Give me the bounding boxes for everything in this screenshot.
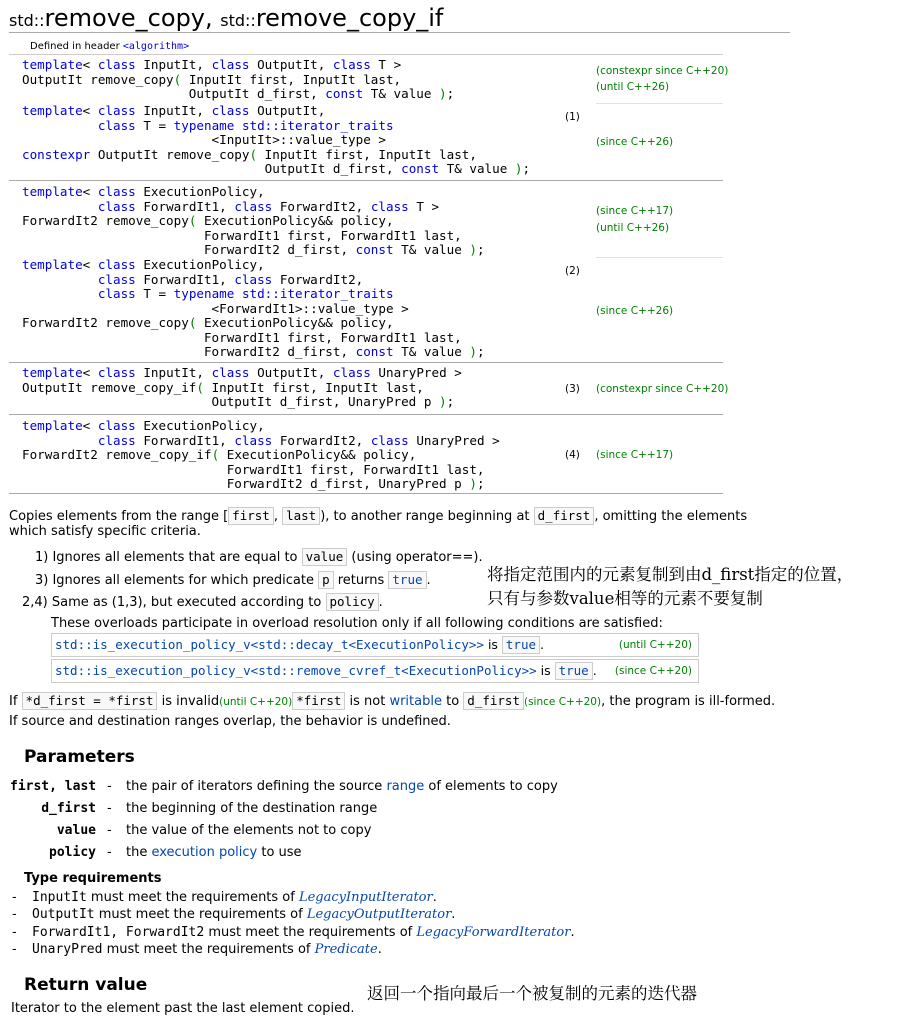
intro-line2: which satisfy specific criteria. [9, 524, 201, 539]
requirement-item: - InputIt must meet the requirements of LegacyInputIterator. [12, 890, 437, 905]
parameters-heading: Parameters [24, 747, 135, 767]
param-desc: the execution policy to use [126, 845, 302, 860]
execution-policy-link[interactable]: execution policy [151, 845, 258, 860]
overload-number: (2) [565, 265, 580, 277]
description-item-2-4: 2,4) Same as (1,3), but executed according to policy . [22, 594, 383, 610]
param-name: policy [49, 845, 96, 860]
requirement-link[interactable]: Predicate [314, 942, 378, 957]
annotation-cn-1a: 将指定范围内的元素复制到由d_first指定的位置， [487, 565, 854, 584]
overload-number: (3) [565, 383, 580, 395]
requirement-item: - OutputIt must meet the requirements of LegacyOutputIterator. [12, 907, 456, 922]
version-tag: (since C++17) [596, 205, 674, 217]
ill-formed-rule: If *d_first = *first is invalid(until C++20) *first is not writable to d_first (since C++20), the program is ill-formed. [9, 693, 776, 709]
divider [9, 362, 723, 363]
header-link[interactable]: <algorithm> [122, 41, 190, 52]
title-divider [9, 32, 790, 33]
description-item-3: 3) Ignores all elements for which predicate p returns true . [35, 572, 431, 588]
condition-box-1: std::is_execution_policy_v<std::decay_t<ExecutionPolicy>> is true . (until C++20) [51, 633, 699, 657]
param-desc: the pair of iterators defining the source range of elements to copy [126, 779, 558, 794]
type-requirements-heading: Type requirements [24, 871, 162, 886]
param-name: d_first [41, 801, 96, 816]
version-tag: (constexpr since C++20) [596, 383, 729, 395]
overlap-note: If source and destination ranges overlap, the behavior is undefined. [9, 714, 451, 729]
signature-2a: template< class ExecutionPolicy, class ForwardIt1, class ForwardIt2, class T > ForwardIt2 remove_copy( ExecutionPolicy&& policy, ForwardIt1 first, ForwardIt1 last, ForwardIt2 d_first, const T& value ); [22, 184, 485, 257]
requirement-item: - ForwardIt1, ForwardIt2 must meet the requirements of LegacyForwardIterator. [12, 925, 575, 940]
overload-number: (4) [565, 449, 580, 461]
param-name: value [56, 823, 96, 838]
signature-1b: template< class InputIt, class OutputIt, class T = typename std::iterator_traits <InputIt>::value_type > constexpr OutputIt remove_copy( InputIt first, InputIt last, OutputIt d_first, const T& value ); [22, 103, 531, 176]
signature-2b: template< class ExecutionPolicy, class ForwardIt1, class ForwardIt2, class T = typename std::iterator_traits <ForwardIt1>::value_type > ForwardIt2 remove_copy( ExecutionPolicy&& policy, ForwardIt1 first, ForwardIt1 last, ForwardIt2 d_first, const T& value ); [22, 257, 485, 359]
range-link[interactable]: range [386, 779, 425, 794]
param-desc: the value of the elements not to copy [126, 823, 372, 838]
param-name: first, last [10, 779, 97, 794]
annotation-cn-2: 返回一个指向最后一个被复制的元素的迭代器 [367, 984, 697, 1003]
version-tag: (constexpr since C++20) [596, 65, 729, 77]
version-tag: (since C++26) [596, 136, 674, 148]
annotation-cn-1b: 只有与参数value相等的元素不要复制 [487, 589, 763, 608]
overload-note: These overloads participate in overload resolution only if all following conditions are satisfied: [51, 616, 663, 631]
requirement-link[interactable]: LegacyInputIterator [298, 890, 433, 905]
writable-link[interactable]: writable [389, 694, 442, 709]
divider [9, 180, 723, 181]
requirement-link[interactable]: LegacyForwardIterator [416, 925, 571, 940]
return-value-heading: Return value [24, 975, 148, 995]
intro-line1: Copies elements from the range [ first , last ), to another range beginning at d_first , omitting the elements [9, 508, 748, 524]
header-declaration: Defined in header <algorithm> [30, 41, 190, 52]
signature-1a: template< class InputIt, class OutputIt, class T > OutputIt remove_copy( InputIt first, InputIt last, OutputIt d_first, const T& value ); [22, 57, 455, 101]
version-tag: (since C++26) [596, 305, 674, 317]
version-tag: (until C++26) [596, 222, 670, 234]
divider [9, 414, 723, 415]
divider [9, 54, 723, 55]
condition-box-2: std::is_execution_policy_v<std::remove_cvref_t<ExecutionPolicy>> is true . (since C++20) [51, 659, 699, 683]
overload-number: (1) [565, 111, 580, 123]
divider [596, 257, 723, 258]
version-tag: (until C++26) [596, 81, 670, 93]
requirement-item: - UnaryPred must meet the requirements of Predicate. [12, 942, 382, 957]
param-desc: the beginning of the destination range [126, 801, 378, 816]
description-item-1: 1) Ignores all elements that are equal to value (using operator==). [35, 549, 483, 565]
signature-3: template< class InputIt, class OutputIt, class UnaryPred > OutputIt remove_copy_if( InputIt first, InputIt last, OutputIt d_first, UnaryPred p ); [22, 365, 462, 409]
requirement-link[interactable]: LegacyOutputIterator [306, 907, 452, 922]
divider [596, 103, 723, 104]
signature-4: template< class ExecutionPolicy, class ForwardIt1, class ForwardIt2, class UnaryPred > ForwardIt2 remove_copy_if( ExecutionPolicy&& policy, ForwardIt1 first, ForwardIt1 last, ForwardIt2 d_first, UnaryPred p ); [22, 418, 500, 491]
page-title: std::remove_copy, std::remove_copy_if [9, 4, 444, 32]
version-tag: (since C++17) [596, 449, 674, 461]
return-value-text: Iterator to the element past the last element copied. [11, 1001, 355, 1016]
divider [9, 493, 723, 494]
